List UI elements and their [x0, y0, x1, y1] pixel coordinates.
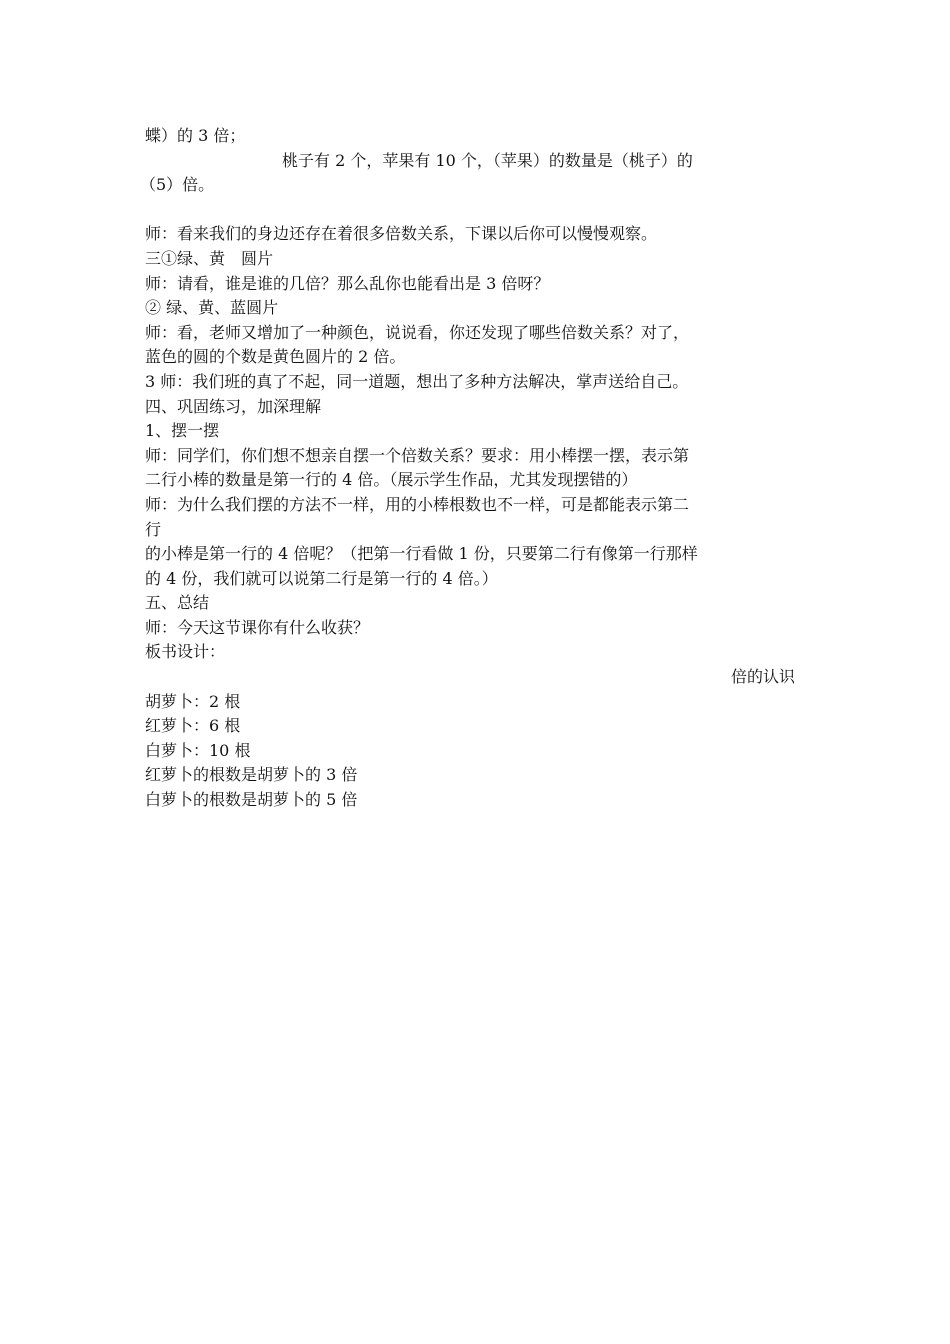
board-line: 红萝卜：6 根 [145, 716, 241, 736]
text-line: 桃子有 2 个，苹果有 10 个，（苹果）的数量是（桃子）的 [282, 150, 693, 170]
board-line: 白萝卜：10 根 [145, 740, 251, 760]
section-heading: ② 绿、黄、蓝圆片 [145, 298, 279, 318]
board-line: 红萝卜的根数是胡萝卜的 3 倍 [145, 765, 358, 785]
text-line: 师：看，老师又增加了一种颜色，说说看，你还发现了哪些倍数关系？对了， [145, 322, 690, 342]
board-title: 倍的认识 [730, 667, 795, 687]
text-line: 师：为什么我们摆的方法不一样，用的小棒根数也不一样，可是都能表示第二 [145, 494, 690, 514]
board-line: 胡萝卜：2 根 [145, 691, 241, 711]
text-line: 师：看来我们的身边还存在着很多倍数关系，下课以后你可以慢慢观察。 [145, 224, 658, 244]
document-body [140, 124, 807, 813]
text-line: 师：今天这节课你有什么收获？ [145, 617, 370, 637]
text-line: 的小棒是第一行的 4 倍呢？（把第一行看做 1 份，只要第二行有像第一行那样 [145, 544, 698, 564]
text-line: 蝶）的 3 倍； [145, 126, 246, 145]
text-line: （5）倍。 [140, 175, 215, 195]
text-line: 板书设计： [145, 642, 226, 662]
section-heading: 五、总结 [145, 593, 210, 613]
section-heading: 三①绿、黄 圆片 [145, 248, 274, 268]
text-line: 师：同学们，你们想不想亲自摆一个倍数关系？要求：用小棒摆一摆，表示第 [145, 445, 690, 465]
text-line: 的 4 份，我们就可以说第二行是第一行的 4 倍。） [145, 568, 498, 588]
text-line: 行 [145, 519, 162, 539]
text-line: 3 师：我们班的真了不起，同一道题，想出了多种方法解决，掌声送给自己。 [145, 371, 689, 391]
text-line: 二行小棒的数量是第一行的 4 倍。（展示学生作品，尤其发现摆错的） [145, 470, 638, 490]
section-heading: 1、摆一摆 [145, 421, 220, 441]
board-line: 白萝卜的根数是胡萝卜的 5 倍 [145, 790, 358, 810]
section-heading: 四、巩固练习，加深理解 [145, 396, 322, 416]
text-line: 蓝色的圆的个数是黄色圆片的 2 倍。 [145, 347, 406, 367]
text-line: 师：请看，谁是谁的几倍？那么乱你也能看出是 3 倍呀？ [145, 273, 550, 293]
blank-line [145, 198, 807, 223]
